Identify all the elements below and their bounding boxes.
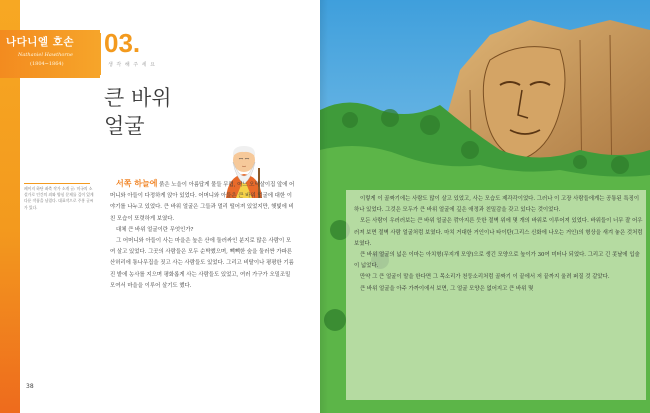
paragraph: [110, 225, 296, 236]
paragraph: 이렇게 이 골짜기에는 사람도 많이 살고 있었고, 사는 모습도 제각각이었다. 그러나 이 고장 사람들에게는 공통된 특징이 하나 있었다. 그것은 모두가 큰 바위 얼굴에 깊은 애정과 친밀감을 갖고 있다는 것이었다.: [354, 196, 640, 214]
title-line-1: 큰 바위: [104, 86, 172, 110]
sidebar-note: 페이지 하단 좌측 작가 소개 글: 미국의 소설가로 인간의 죄와 양심 문제를 깊이 있게 다룬 작품을 남겼다. 대표작으로 주홍 글씨가 있다.: [24, 186, 94, 210]
paragraph: 만약 그 큰 얼굴이 말을 한다면 그 목소리가 천둥소리처럼 골짜기 이 끝에서 저 끝까지 울려 퍼질 것 같았다.: [360, 274, 610, 281]
paragraph: 큰 바위 얼굴의 넓은 이마는 아치형(무지개 모양)으로 생긴 모양으로 높이가 30여 미터나 되었다. 그리고 긴 콧날에 입술이 넓었다.: [354, 252, 640, 270]
paragraph: [110, 236, 296, 292]
body-text-left: [110, 178, 296, 292]
lead-phrase: 서쪽 하늘에: [116, 178, 158, 188]
paragraph-text: 그 어머니와 아들이 사는 마을은 높은 산에 둘러싸인 분지로 많은 사람이 모여 살고 있었다. 그곳의 사람들은 모두 순박했으며, 빽빽한 숲을 둘러싼 가파른 산허리에 통나무집을 짓고 사는 사람들도 있었다. 그리고 비탈이나 평평한 기름진 밭에 농사를 지으며 평화롭게 사는 사람들도 있었고, 여러 가구가 오밀조밀 모여서 마을을 이루어 살기도 했다.: [110, 238, 294, 289]
author-years: (1804~1864): [30, 61, 64, 67]
paragraph: 큰 바위 얼굴을 아주 가까이에서 보면, 그 얼굴 모양은 없어지고 큰 바위 몇: [360, 285, 534, 292]
paragraph: 모든 사람이 우러러보는 큰 바위 얼굴은 깎아지른 듯한 절벽 위에 몇 개의 바위로 이루어져 있었다. 바위들이 너무 잘 어우러져 보면 절벽 사람 얼굴처럼 보였다. 마치 거대한 거인이나 타이탄(그리스 신화에 나오는 거인)의 형상을 새겨 놓은 것처럼 보였다.: [354, 218, 643, 247]
right-page: [320, 0, 650, 413]
body-text-right: [354, 194, 644, 295]
chapter-number: 03.: [104, 28, 141, 58]
title-line-2: 얼굴: [104, 114, 145, 138]
page-number: 38: [26, 383, 34, 390]
story-title: [104, 84, 172, 140]
sidebar-rule: [24, 183, 90, 184]
author-name-en: Nathaniel Hawthorne: [18, 52, 73, 58]
paragraph-text: 붉은 노을이 아름답게 물들 무렵, 어느 오막살이집 앞에 어머니와 아들이 다정하게 앉아 있었다. 어머니와 아들은 큰 바위 얼굴에 대한 이야기를 나누고 있었다. 큰 바위 얼굴은 그들과 멀리 떨어져 있었지만, 햇빛에 비친 모습이 또렷하게 보였다.: [110, 182, 295, 222]
author-name-ko: 나다니엘 호손: [6, 36, 75, 48]
left-page: [0, 0, 320, 413]
header-divider: [100, 33, 101, 75]
chapter-subtitle: 생 각 해 주 세 요: [108, 62, 156, 68]
paragraph: [110, 178, 296, 225]
paragraph-text: 대체 큰 바위 얼굴이란 무엇인가?: [116, 226, 194, 233]
book-gutter: [320, 0, 328, 413]
